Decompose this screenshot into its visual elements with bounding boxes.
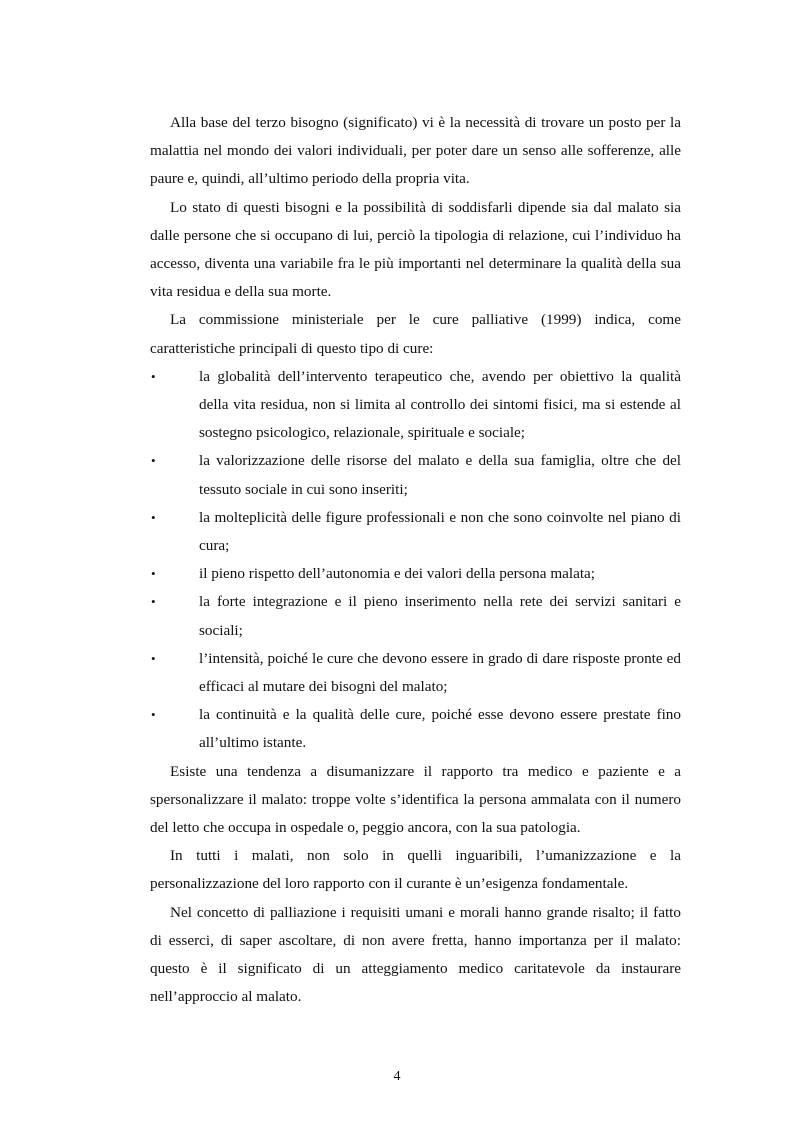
- list-item-text: l’intensità, poiché le cure che devono essere in grado di dare risposte pronte ed efficaci al mutare dei bisogni del malato;: [199, 649, 681, 696]
- list-item: [150, 504, 681, 560]
- list-item-text: la globalità dell’intervento terapeutico che, avendo per obiettivo la qualità della vita residua, non si limita al controllo dei sintomi fisici, ma si estende al sostegno psicologico, relazionale, spirituale e sociale;: [199, 367, 681, 442]
- page-number: 4: [393, 1069, 401, 1084]
- bullet-icon: •: [151, 368, 156, 384]
- characteristics-list: [150, 363, 681, 758]
- bullet-icon: •: [151, 594, 156, 610]
- bullet-icon: •: [151, 566, 156, 582]
- list-intro: caratteristiche principali di questo tipo di cure:: [150, 339, 434, 357]
- list-item: [150, 363, 681, 448]
- list-item: [150, 645, 681, 701]
- list-item-text: la valorizzazione delle risorse del malato e della sua famiglia, oltre che del tessuto sociale in cui sono inseriti;: [199, 452, 681, 498]
- document-body: [150, 109, 681, 1012]
- list-item-text: la forte integrazione e il pieno inserimento nella rete dei servizi sanitari e sociali;: [199, 593, 681, 639]
- paragraph-umanizzazione: In tutti i malati, non solo in quelli inguaribili, l’umanizzazione e la personalizzazione del loro rapporto con il curante è un’esigenza fondamentale.: [150, 847, 681, 893]
- bullet-icon: •: [151, 509, 156, 525]
- paragraph-stato-bisogni: Lo stato di questi bisogni e la possibilità di soddisfarli dipende sia dal malato sia dalle persone che si occupano di lui, perciò la tipologia di relazione, cui l’individuo ha accesso, diventa una variabile fra le più importanti nel determinare la qualità della sua vita residua e della sua morte.: [150, 198, 681, 301]
- list-item-text: la continuità e la qualità delle cure, poiché esse devono essere prestate fino all’ultimo istante.: [199, 706, 681, 752]
- paragraph-terzo-bisogno: Alla base del terzo bisogno (significato) vi è la necessità di trovare un posto per la malattia nel mondo dei valori individuali, per poter dare un senso alle sofferenze, alle paure e, quindi, all’ultimo periodo della propria vita.: [150, 114, 681, 188]
- list-item: [150, 588, 681, 644]
- bullet-icon: •: [151, 453, 156, 469]
- paragraph-disumanizzare: Esiste una tendenza a disumanizzare il rapporto tra medico e paziente e a spersonalizzare il malato: troppe volte s’identifica la persona ammalata con il numero del letto che occupa in ospedale o, peggio ancora, con la sua patologia.: [150, 762, 681, 837]
- bullet-icon: •: [151, 707, 156, 723]
- list-item: [150, 701, 681, 757]
- list-item-text: il pieno rispetto dell’autonomia e dei valori della persona malata;: [199, 565, 596, 583]
- paragraph-commissione: La commissione ministeriale per le cure palliative (1999) indica, come: [170, 311, 681, 329]
- paragraph-palliazione: Nel concetto di palliazione i requisiti umani e morali hanno grande risalto; il fatto di esserci, di saper ascoltare, di non avere fretta, hanno importanza per il malato: questo è il significato di un atteggiamento medico caritatevole da instaurare nell’approccio al malato.: [150, 903, 681, 1006]
- list-item: [150, 447, 681, 503]
- list-item-text: la molteplicità delle figure professionali e non che sono coinvolte nel piano di cura;: [199, 508, 681, 555]
- bullet-icon: •: [151, 650, 156, 666]
- list-item: [150, 560, 681, 588]
